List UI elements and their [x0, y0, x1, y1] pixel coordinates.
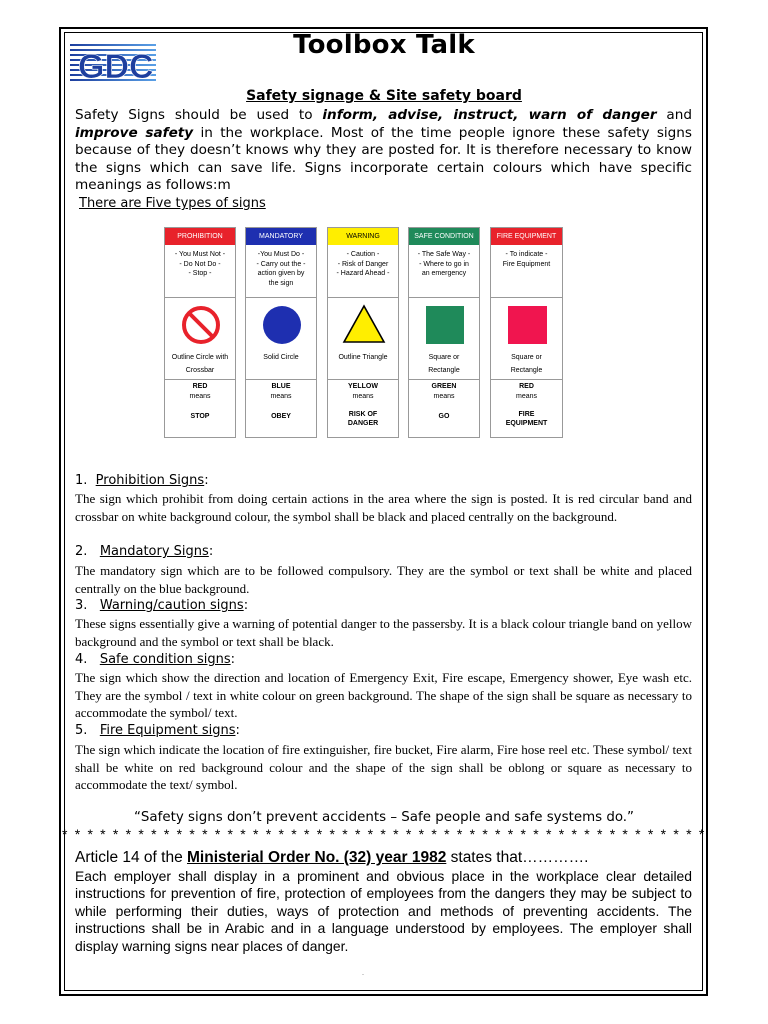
sign-action: OBEY — [271, 413, 291, 420]
sign-color: RED means — [189, 383, 211, 400]
sign-action: RISK OF DANGER — [347, 411, 379, 427]
sign-shape-desc: Solid Circle — [246, 351, 316, 380]
warning-triangle-icon — [328, 300, 398, 350]
section-heading-warning: 3. Warning/caution signs: — [75, 598, 249, 613]
section-body-safe-condition: The sign which show the direction and location of Emergency Exit, Fire escape, Emergency shower, Eye wash etc. They are the symbol / text in white colour on green background. The shape of the sign shall be square as necessary to accommodate the symbol/ text. — [75, 670, 692, 721]
section-heading-fire-equipment: 5. Fire Equipment signs: — [75, 723, 240, 738]
logo-text: GDC — [78, 48, 154, 86]
sign-col-mandatory — [245, 227, 317, 438]
sign-action: FIRE EQUIPMENT — [505, 411, 548, 427]
section-body-fire-equipment: The sign which indicate the location of fire extinguisher, fire bucket, Fire alarm, Fire hose reel etc. These symbol/ text shall be white on red background colour and the shape of the sign shall be oblong or square as necessary to accommodate the text/ symbol. — [75, 742, 692, 793]
sign-color: YELLOW means — [348, 383, 378, 400]
sign-meaning: - You Must Not - - Do Not Do - - Stop - — [165, 246, 235, 298]
article-heading: Article 14 of the Ministerial Order No. (32) year 1982 states that…………. — [75, 849, 589, 866]
sign-col-prohibition — [164, 227, 236, 438]
sign-meaning: - Caution - - Risk of Danger - Hazard Ahead - — [328, 246, 398, 298]
sign-header: SAFE CONDITION — [409, 228, 479, 245]
sign-meaning: - The Safe Way - - Where to go in an emergency — [409, 246, 479, 298]
article-body: Each employer shall display in a prominent and obvious place in the workplace clear detailed instructions for prevention of fire, protection of employees from the dangers they may be subject to while performing their duties, ways of protection and methods of preventing accidents. The instructions shall be in Arabic and in a language understood by employees. The employer shall display warning signs near places of danger. — [75, 868, 692, 954]
sign-shape-desc: Outline Triangle — [328, 351, 398, 380]
footer-dot: . — [362, 968, 364, 977]
five-types-label: There are Five types of signs — [79, 196, 266, 211]
sign-shape-desc: Outline Circle with Crossbar — [165, 351, 235, 380]
section-body-prohibition: The sign which prohibit from doing certain actions in the area where the sign is posted. It is red circular band and crossbar on white background colour, the symbol shall be black and placed centrally on the background. — [75, 491, 692, 524]
sign-meaning: -You Must Do - - Carry out the - action given by the sign — [246, 246, 316, 298]
blue-circle-icon — [246, 300, 316, 350]
sign-shape-desc: Square or Rectangle — [491, 351, 562, 380]
section-heading-safe-condition: 4. Safe condition signs: — [75, 652, 236, 667]
green-square-icon — [409, 300, 479, 350]
sign-col-safe-condition — [408, 227, 480, 438]
sign-col-fire-equipment — [490, 227, 563, 438]
sign-meaning: - To indicate - Fire Equipment — [491, 246, 562, 298]
intro-paragraph: Safety Signs should be used to inform, advise, instruct, warn of danger and improve safety in the workplace. Most of the time people ignore these safety signs because of they doesn’t knows why they are posted for. It is therefore necessary to know the signs which can save life. Signs incorporate certain colours which have specific meanings as follows:m — [75, 107, 692, 194]
sign-col-warning — [327, 227, 399, 438]
sign-color: GREEN means — [431, 383, 457, 400]
sign-header: PROHIBITION — [165, 228, 235, 245]
sign-action: GO — [438, 413, 450, 420]
red-square-icon — [491, 300, 562, 350]
section-body-warning: These signs essentially give a warning of potential danger to the passersby. It is a black colour triangle band on yellow background and the symbol or text shall be black. — [75, 616, 692, 649]
sign-action: STOP — [190, 413, 210, 420]
safety-quote: “Safety signs don’t prevent accidents – Safe people and safe systems do.” — [134, 810, 634, 825]
section-heading-prohibition: 1. Prohibition Signs: — [75, 473, 209, 488]
sign-header: MANDATORY — [246, 228, 316, 245]
sign-shape-desc: Square or Rectangle — [409, 351, 479, 380]
star-divider: * * * * * * * * * * * * * * * * * * * * * * * * * * * * * * * * * * * * * * * * * * * * * * * * * * * — [61, 826, 707, 842]
prohibition-circle-icon — [165, 300, 235, 350]
sign-type-table — [164, 227, 563, 438]
page-title: Toolbox Talk — [293, 30, 475, 60]
sign-color: BLUE means — [270, 383, 292, 400]
page-subtitle: Safety signage & Site safety board — [246, 88, 522, 104]
section-heading-mandatory: 2. Mandatory Signs: — [75, 544, 214, 559]
sign-header: FIRE EQUIPMENT — [491, 228, 562, 245]
sign-color: RED means — [515, 383, 537, 400]
section-body-mandatory: The mandatory sign which are to be followed compulsory. They are the symbol or text shall be white and placed centrally on the blue background. — [75, 563, 692, 596]
sign-header: WARNING — [328, 228, 398, 245]
